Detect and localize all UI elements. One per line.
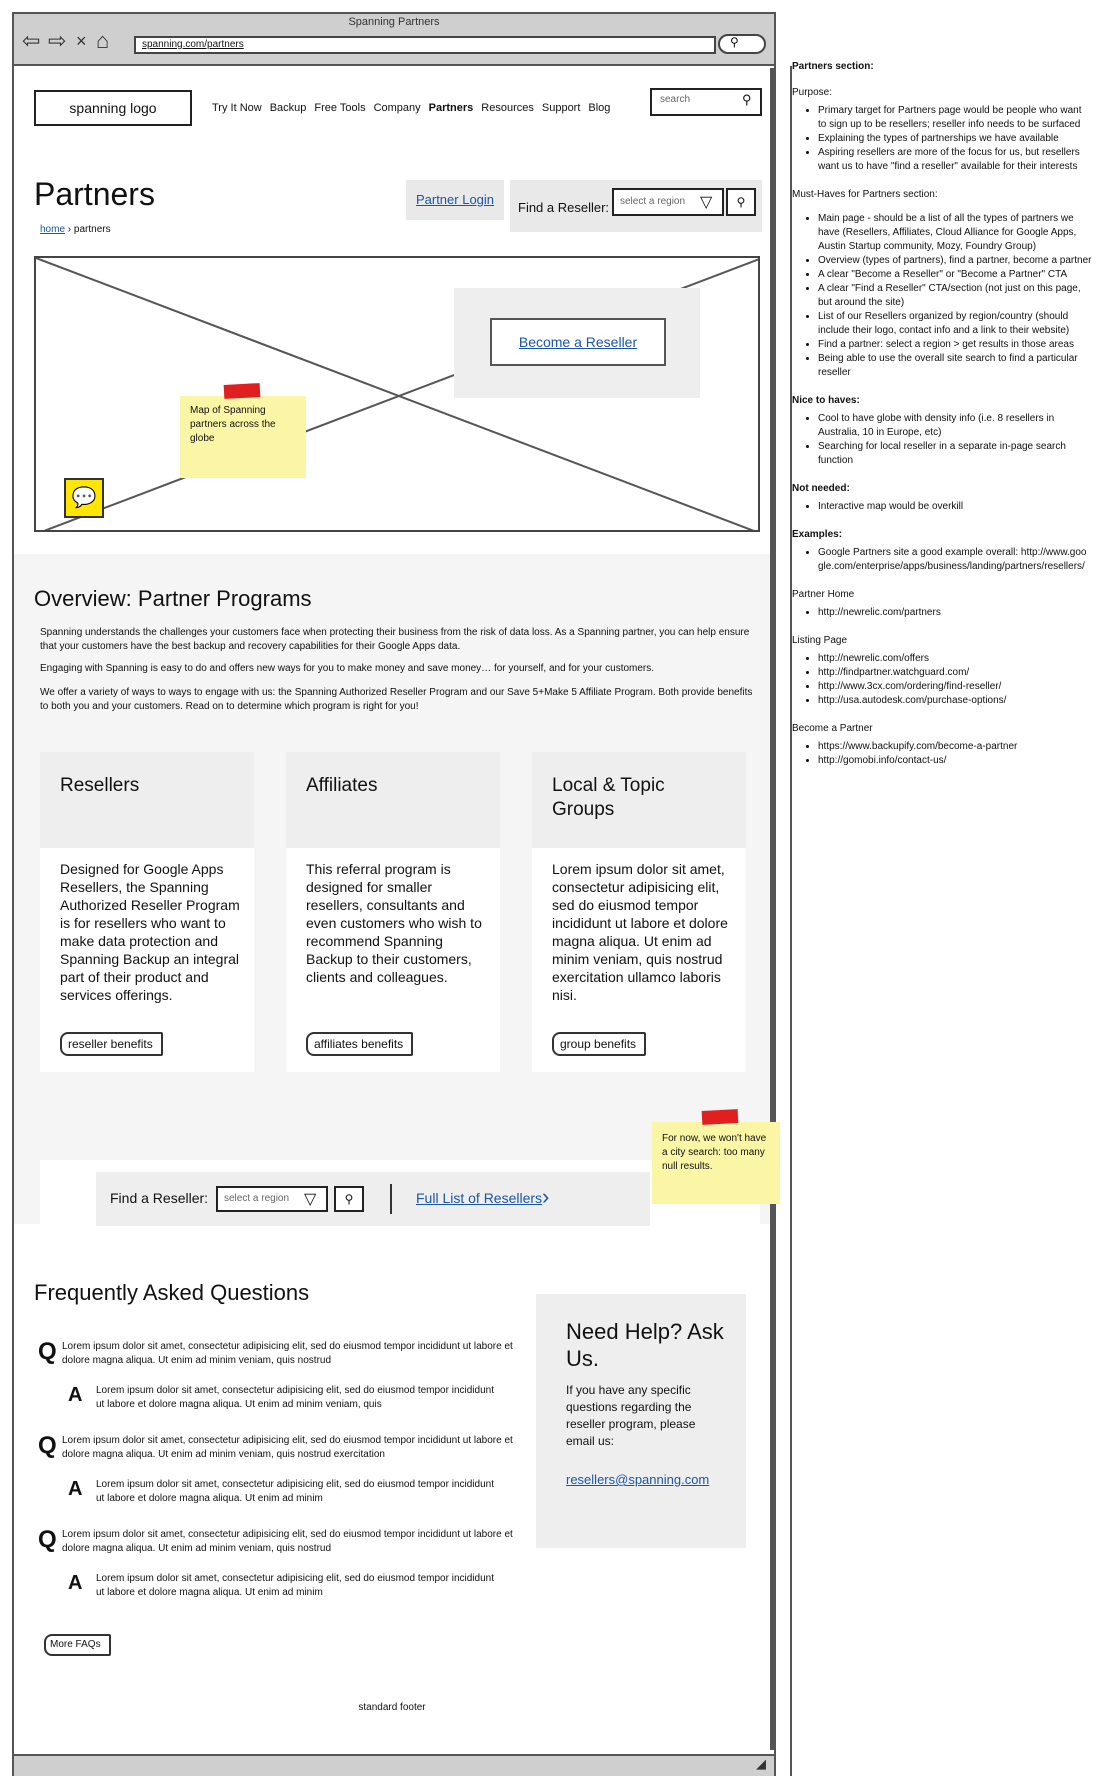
faq-title: Frequently Asked Questions bbox=[34, 1280, 310, 1305]
list-item: • Google Partners site a good example overall: http://www.google.com/enterprise/apps/business/landing/partners/resellers/ bbox=[818, 546, 1092, 574]
overview-paragraph: Spanning understands the challenges your customers face when protecting their business from the risk of data loss. As a Spanning partner, you can help ensure that your customers have the best backup and recovery capabilities for their Google Apps data. bbox=[40, 627, 750, 652]
list-item: • https://www.backupify.com/become-a-partner bbox=[818, 740, 1092, 754]
window-title: Spanning Partners bbox=[348, 16, 440, 28]
partner-login-link[interactable]: Partner Login bbox=[415, 192, 495, 207]
search-icon: ⚲ bbox=[730, 35, 739, 49]
list-item: • Searching for local reseller in a separate in-page search function bbox=[818, 440, 1092, 468]
card-header bbox=[286, 752, 500, 848]
more-faqs-button[interactable]: More FAQs bbox=[44, 1634, 111, 1656]
list-item: • http://newrelic.com/partners bbox=[818, 606, 1092, 620]
program-card-resellers bbox=[40, 752, 254, 1072]
region-select[interactable] bbox=[216, 1186, 328, 1212]
sticky-note-map: Map of Spanning partners across the globe bbox=[180, 396, 306, 478]
footer: standard footer bbox=[358, 1702, 426, 1713]
region-placeholder: select a region bbox=[224, 1193, 290, 1204]
notes-list bbox=[792, 500, 1092, 514]
notes-list bbox=[792, 412, 1092, 468]
list-item: • http://newrelic.com/offers bbox=[818, 652, 1092, 666]
divider bbox=[390, 1184, 392, 1214]
chevron-down-icon: ▽ bbox=[700, 194, 713, 211]
comment-bubble-icon[interactable]: 💬 bbox=[64, 478, 104, 518]
answer-marker: A bbox=[68, 1572, 83, 1594]
site-logo[interactable]: spanning logo bbox=[34, 90, 192, 126]
question-marker: Q bbox=[38, 1432, 57, 1459]
find-reseller-label: Find a Reseller: bbox=[518, 200, 610, 215]
chevron-down-icon: ▽ bbox=[304, 1191, 317, 1208]
list-item: • Aspiring resellers are more of the focus for us, but resellers want us to have "find a reseller" available for their interests bbox=[818, 146, 1092, 174]
sticky-tape bbox=[702, 1109, 739, 1125]
notes-label: Must-Haves for Partners section: bbox=[792, 189, 938, 200]
breadcrumb bbox=[40, 224, 111, 235]
full-list-of-resellers-link[interactable]: Full List of Resellers bbox=[416, 1190, 543, 1206]
list-item: • Being able to use the overall site search to find a particular reseller bbox=[818, 352, 1092, 380]
site-search-input[interactable] bbox=[650, 88, 762, 116]
nav-item-company[interactable]: Company bbox=[373, 102, 421, 114]
faq-answer: Lorem ipsum dolor sit amet, consectetur adipisicing elit, sed do eiusmod tempor incididunt ut labore et dolore magna aliqua. Ut enim ad minim bbox=[96, 1479, 494, 1504]
home-icon[interactable]: ⌂ bbox=[96, 28, 110, 53]
card-title: Affiliates bbox=[306, 775, 378, 796]
answer-marker: A bbox=[68, 1384, 83, 1406]
card-body: This referral program is designed for smaller resellers, consultants and even customers who wish to recommend Spanning Backup to their customers, clients and colleagues. bbox=[306, 861, 482, 985]
faq-question: Lorem ipsum dolor sit amet, consectetur adipisicing elit, sed do eiusmod tempor incididunt ut labore et dolore magna aliqua. Ut enim ad minim veniam, quis nostrud bbox=[62, 1341, 513, 1366]
region-search-button[interactable] bbox=[726, 188, 756, 216]
help-email-link[interactable]: resellers@spanning.com bbox=[566, 1472, 710, 1487]
overview-paragraph: We offer a variety of ways to ways to engage with us: the Spanning Authorized Reseller Program and our Save 5+Make 5 Affiliate Program. Both provide benefits to both you and your customers. Read on to determine which program is right for you! bbox=[40, 687, 753, 712]
status-bar bbox=[14, 1754, 774, 1776]
list-item: • Cool to have globe with density info (i.e. 8 resellers in Australia, 10 in Europe, etc) bbox=[818, 412, 1092, 440]
help-box bbox=[536, 1294, 746, 1548]
search-placeholder: search bbox=[660, 94, 691, 105]
notes-list bbox=[792, 606, 1092, 620]
title-bar bbox=[14, 14, 774, 66]
find-reseller-bar bbox=[96, 1172, 650, 1226]
back-arrow-icon[interactable]: ⇦ bbox=[22, 28, 41, 53]
overview-paragraph: Engaging with Spanning is easy to do and offers new ways for you to make money and save money… for yourself, and for your customers. bbox=[40, 663, 655, 674]
nav-item-try-it-now[interactable]: Try It Now bbox=[212, 102, 262, 114]
notes-label: Nice to haves: bbox=[792, 395, 860, 406]
reseller-benefits-button[interactable]: reseller benefits bbox=[60, 1032, 163, 1056]
url-bar[interactable] bbox=[134, 36, 716, 54]
become-reseller-button[interactable]: Become a Reseller bbox=[490, 318, 666, 366]
card-body: Lorem ipsum dolor sit amet, consectetur adipisicing elit, sed do eiusmod tempor incididunt ut labore et dolore magna aliqua. Ut enim ad minim veniam, quis nostrud exercitation ullamco laboris nisi. bbox=[552, 861, 728, 1003]
card-title: Resellers bbox=[60, 775, 140, 796]
faq-answer: Lorem ipsum dolor sit amet, consectetur adipisicing elit, sed do eiusmod tempor incididunt ut labore et dolore magna aliqua. Ut enim ad minim veniam, quis bbox=[96, 1385, 494, 1410]
program-card-affiliates bbox=[286, 752, 500, 1072]
nav-item-support[interactable]: Support bbox=[541, 102, 581, 114]
card-body: Designed for Google Apps Resellers, the Spanning Authorized Reseller Program is for resellers who want to make data protection and Spanning Backup an integral part of their product and services offerings. bbox=[60, 861, 240, 1003]
overview-title: Overview: Partner Programs bbox=[34, 586, 312, 611]
list-item: • Main page - should be a list of all the types of partners we have (Resellers, Affiliates, Cloud Alliance for Google Apps, Austin Startup community, Mozy, Foundry Group) bbox=[818, 212, 1092, 254]
list-item: • http://gomobi.info/contact-us/ bbox=[818, 754, 1092, 768]
chevron-right-icon[interactable]: › bbox=[542, 1184, 550, 1209]
faq-question: Lorem ipsum dolor sit amet, consectetur adipisicing elit, sed do eiusmod tempor incididunt ut labore et dolore magna aliqua. Ut enim ad minim veniam, quis nostrud exercitation bbox=[62, 1435, 513, 1460]
scrollbar[interactable] bbox=[770, 68, 774, 1750]
region-placeholder: select a region bbox=[620, 196, 686, 207]
notes-label: Examples: bbox=[792, 529, 843, 540]
top-navigation bbox=[212, 102, 610, 114]
browser-window bbox=[12, 12, 776, 1776]
affiliates-benefits-button[interactable]: affiliates benefits bbox=[306, 1032, 413, 1056]
breadcrumb-home-link[interactable]: home bbox=[40, 224, 66, 235]
list-item: • Interactive map would be overkill bbox=[818, 500, 1092, 514]
sticky-note-city-search: For now, we won't have a city search: too many null results. bbox=[652, 1122, 780, 1204]
nav-item-backup[interactable]: Backup bbox=[269, 102, 307, 114]
list-item: • Overview (types of partners), find a partner, become a partner bbox=[818, 254, 1092, 268]
search-icon: ⚲ bbox=[736, 195, 746, 209]
resize-grip-icon[interactable]: ◢ bbox=[756, 1756, 766, 1771]
faq-answer: Lorem ipsum dolor sit amet, consectetur adipisicing elit, sed do eiusmod tempor incididunt ut labore et dolore magna aliqua. Ut enim ad minim bbox=[96, 1573, 494, 1598]
list-item: • http://www.3cx.com/ordering/find-reseller/ bbox=[818, 680, 1092, 694]
notes-list bbox=[792, 652, 1092, 708]
region-select[interactable] bbox=[612, 188, 724, 216]
notes-label: Purpose: bbox=[792, 87, 833, 98]
notes-label: Become a Partner bbox=[792, 723, 873, 734]
breadcrumb-separator: › bbox=[67, 224, 72, 235]
list-item: • http://usa.autodesk.com/purchase-options/ bbox=[818, 694, 1092, 708]
browser-search-field[interactable] bbox=[718, 34, 766, 54]
card-header bbox=[40, 752, 254, 848]
nav-item-resources[interactable]: Resources bbox=[481, 102, 534, 114]
page-content bbox=[14, 66, 774, 1756]
nav-item-partners[interactable]: Partners bbox=[428, 102, 474, 114]
notes-list bbox=[792, 212, 1092, 380]
notes-list bbox=[792, 104, 1092, 174]
card-title: Local & Topic Groups bbox=[552, 775, 665, 820]
search-icon[interactable]: ⚲ bbox=[742, 92, 752, 107]
find-reseller-header bbox=[510, 180, 762, 232]
partner-login-box bbox=[406, 180, 504, 220]
faq-question: Lorem ipsum dolor sit amet, consectetur adipisicing elit, sed do eiusmod tempor incididunt ut labore et dolore magna aliqua. Ut enim ad minim veniam, quis nostrud bbox=[62, 1529, 513, 1554]
question-marker: Q bbox=[38, 1338, 57, 1365]
help-title: Need Help? Ask Us. bbox=[566, 1319, 724, 1371]
answer-marker: A bbox=[68, 1478, 83, 1500]
close-x-icon[interactable]: × bbox=[76, 31, 87, 51]
url-text: spanning.com/partners bbox=[142, 39, 244, 50]
list-item: • List of our Resellers organized by region/country (should include their logo, contact info and a link to their website) bbox=[818, 310, 1092, 338]
list-item: • A clear "Find a Reseller" CTA/section (not just on this page, but around the site) bbox=[818, 282, 1092, 310]
notes-label: Not needed: bbox=[792, 483, 850, 494]
notes-label: Partner Home bbox=[792, 589, 855, 600]
breadcrumb-current: partners bbox=[73, 224, 111, 235]
region-search-button[interactable] bbox=[334, 1186, 364, 1212]
find-reseller-label: Find a Reseller: bbox=[110, 1190, 209, 1206]
list-item: • A clear "Become a Reseller" or "Become a Partner" CTA bbox=[818, 268, 1092, 282]
list-item: • http://findpartner.watchguard.com/ bbox=[818, 666, 1092, 680]
notes-label: Listing Page bbox=[792, 635, 848, 646]
list-item: • Primary target for Partners page would be people who want to sign up to be resellers; reseller info needs to be surfaced bbox=[818, 104, 1092, 132]
search-icon: ⚲ bbox=[344, 1192, 354, 1206]
program-card-groups bbox=[532, 752, 746, 1072]
list-item: • Explaining the types of partnerships we have available bbox=[818, 132, 1092, 146]
nav-item-free-tools[interactable]: Free Tools bbox=[314, 102, 366, 114]
notes-heading: Partners section: bbox=[792, 61, 874, 72]
become-reseller-panel bbox=[454, 288, 700, 398]
help-text: If you have any specific questions regarding the reseller program, please email us: bbox=[566, 1383, 696, 1448]
group-benefits-button[interactable]: group benefits bbox=[552, 1032, 646, 1056]
page-title: Partners bbox=[34, 176, 155, 212]
annotation-notes bbox=[792, 60, 1092, 782]
sticky-tape bbox=[224, 383, 261, 399]
list-item: • Find a partner: select a region > get results in those areas bbox=[818, 338, 1092, 352]
notes-list bbox=[792, 740, 1092, 768]
question-marker: Q bbox=[38, 1526, 57, 1553]
partner-map-placeholder bbox=[34, 256, 760, 532]
nav-item-blog[interactable]: Blog bbox=[588, 102, 611, 114]
forward-arrow-icon[interactable]: ⇨ bbox=[48, 28, 67, 53]
notes-list bbox=[792, 546, 1092, 574]
